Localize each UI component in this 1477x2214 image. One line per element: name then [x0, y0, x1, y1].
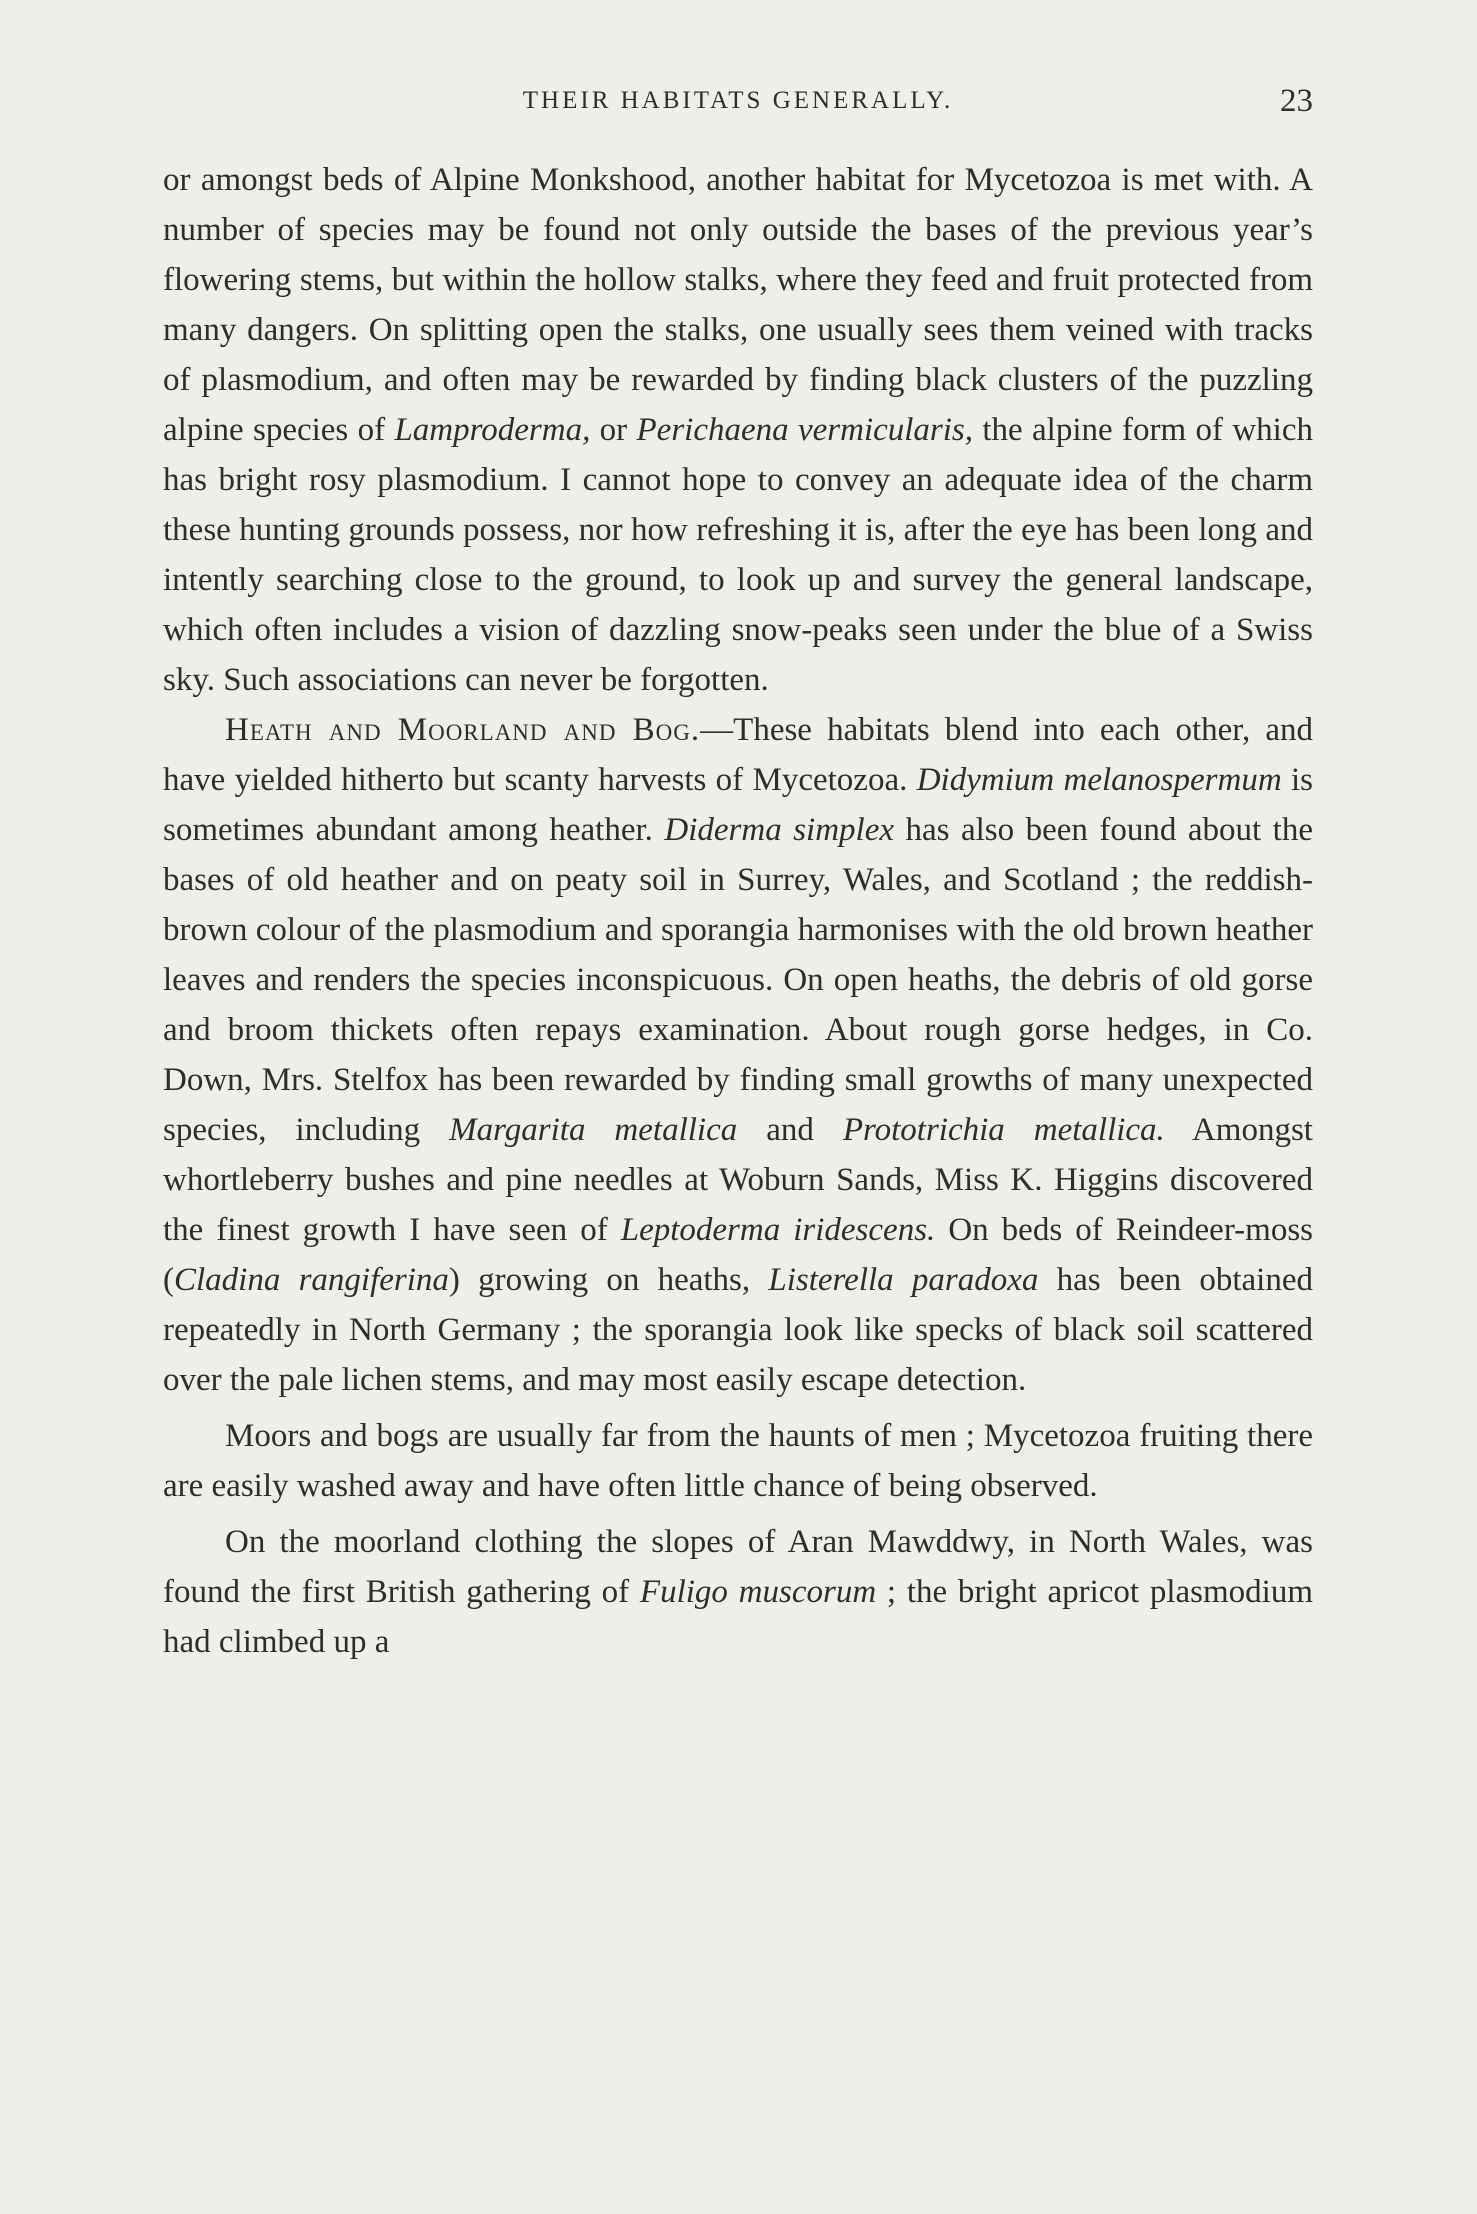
species-name: Listerella paradoxa: [768, 1262, 1039, 1298]
text-run: On the moorland clothing the slopes of Aran Mawddwy, in North Wales, was found the first British gathering of: [163, 1524, 1313, 1610]
text-run: has also been found about the bases of old heather and on peaty soil in Surrey, Wales, and Scotland ; the reddish-brown colour of the plasmodium and sporangia harmonises with the old brown heather leaves and renders the species inconspicuous. On open heaths, the debris of old gorse and broom thickets often repays examination. About rough gorse hedges, in Co. Down, Mrs. Stelfox has been rewarded by finding small growths of many unexpected species, including: [163, 812, 1313, 1148]
running-title: THEIR HABITATS GENERALLY.: [522, 87, 954, 114]
text-run: or: [590, 412, 637, 448]
species-name: Lamproderma,: [394, 412, 591, 448]
text-run: and: [737, 1112, 843, 1148]
paragraph-aran-mawddwy: [163, 1517, 1313, 1667]
paragraph-heath-moorland-bog: [163, 705, 1313, 1405]
text-run: ; the bright apricot plasmodium had climbed up a: [163, 1574, 1314, 1660]
text-run: ) growing on heaths,: [448, 1262, 769, 1298]
species-name: Didymium melanospermum: [916, 762, 1282, 798]
section-heading: Heath and Moorland and Bog.: [225, 712, 701, 748]
text-run: Amongst whortleberry bushes and pine needles at Woburn Sands, Miss K. Higgins discovered the finest growth I have seen of: [163, 1112, 1313, 1248]
text-run: has been obtained repeatedly in North Germany ; the sporangia look like specks of black soil scattered over the pale lichen stems, and may most easily escape detection.: [163, 1262, 1313, 1398]
paragraph-alpine-habitat: [163, 155, 1313, 705]
species-name: Fuligo muscorum: [639, 1574, 877, 1610]
text-run: —These habitats blend into each other, and have yielded hitherto but scanty harvests of Mycetozoa.: [163, 712, 1313, 798]
page-number: 23: [1280, 83, 1313, 119]
species-name: Diderma simplex: [664, 812, 895, 848]
species-name: Margarita metallica: [449, 1112, 738, 1148]
text-run: On beds of Reindeer-moss (: [163, 1212, 1314, 1298]
running-head: [163, 78, 1313, 124]
species-name: Perichaena vermicularis,: [636, 412, 974, 448]
page-body: [163, 155, 1313, 1667]
text-run: or amongst beds of Alpine Monkshood, another habitat for Mycetozoa is met with. A number of species may be found not only outside the bases of the previous year’s flowering stems, but within the hollow stalks, where they feed and fruit protected from many dangers. On splitting open the stalks, one usually sees them veined with tracks of plasmodium, and often may be rewarded by finding black clusters of the puzzling alpine species of: [163, 162, 1313, 448]
text-run: is sometimes abundant among heather.: [163, 762, 1314, 848]
species-name: Cladina rangiferina: [174, 1262, 449, 1298]
species-name: Prototrichia metallica.: [842, 1112, 1165, 1148]
species-name: Leptoderma iridescens.: [620, 1212, 936, 1248]
text-run: Moors and bogs are usually far from the haunts of men ; Mycetozoa fruiting there are easily washed away and have often little chance of being observed.: [163, 1418, 1313, 1504]
text-run: the alpine form of which has bright rosy plasmodium. I cannot hope to convey an adequate idea of the charm these hunting grounds possess, nor how refreshing it is, after the eye has been long and intently searching close to the ground, to look up and survey the general landscape, which often includes a vision of dazzling snow-peaks seen under the blue of a Swiss sky. Such associations can never be forgotten.: [163, 412, 1313, 698]
paragraph-moors-bogs: [163, 1411, 1313, 1511]
